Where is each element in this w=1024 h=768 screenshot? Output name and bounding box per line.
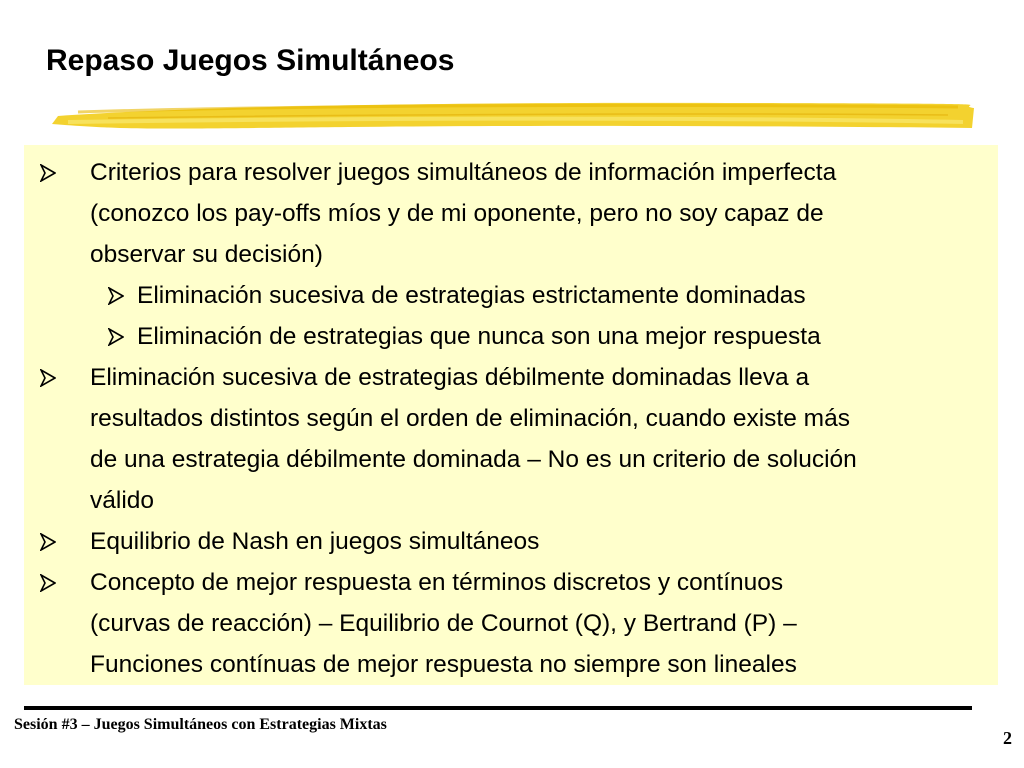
arrowhead-bullet-icon bbox=[108, 287, 124, 305]
footer-divider bbox=[24, 706, 972, 710]
bullet-line: resultados distintos según el orden de eliminación, cuando existe más bbox=[90, 405, 850, 432]
bullet-line: observar su decisión) bbox=[90, 241, 323, 268]
bullet-item bbox=[90, 521, 539, 562]
bullet-line: Criterios para resolver juegos simultáneos de información imperfecta bbox=[90, 159, 837, 186]
bullet-item bbox=[137, 275, 806, 316]
bullet-line: Eliminación de estrategias que nunca son una mejor respuesta bbox=[137, 323, 821, 350]
slide-title: Repaso Juegos Simultáneos bbox=[46, 44, 455, 77]
arrowhead-bullet-icon bbox=[40, 574, 56, 592]
bullet-line: Funciones contínuas de mejor respuesta no siempre son lineales bbox=[90, 651, 797, 678]
bullet-line: de una estrategia débilmente dominada – No es un criterio de solución bbox=[90, 446, 857, 473]
arrowhead-bullet-icon bbox=[40, 533, 56, 551]
bullet-line: Equilibrio de Nash en juegos simultáneos bbox=[90, 528, 540, 555]
bullet-line: (conozco los pay-offs míos y de mi oponente, pero no soy capaz de bbox=[90, 200, 824, 227]
bullet-line: válido bbox=[90, 487, 155, 514]
bullet-line: (curvas de reacción) – Equilibrio de Cournot (Q), y Bertrand (P) – bbox=[90, 610, 797, 637]
bullet-line: Eliminación sucesiva de estrategias débilmente dominadas lleva a bbox=[90, 364, 810, 391]
bullet-item bbox=[137, 316, 821, 357]
footer-session-title: Sesión #3 – Juegos Simultáneos con Estrategias Mixtas bbox=[14, 716, 387, 733]
brush-underline-decoration bbox=[48, 98, 976, 134]
bullet-item bbox=[90, 357, 857, 521]
bullet-item bbox=[90, 152, 836, 275]
page-number: 2 bbox=[1003, 728, 1012, 748]
arrowhead-bullet-icon bbox=[108, 328, 124, 346]
bullet-line: Eliminación sucesiva de estrategias estrictamente dominadas bbox=[137, 282, 806, 309]
arrowhead-bullet-icon bbox=[40, 164, 56, 182]
arrowhead-bullet-icon bbox=[40, 369, 56, 387]
bullet-line: Concepto de mejor respuesta en términos discretos y contínuos bbox=[90, 569, 784, 596]
bullet-item bbox=[90, 562, 797, 685]
